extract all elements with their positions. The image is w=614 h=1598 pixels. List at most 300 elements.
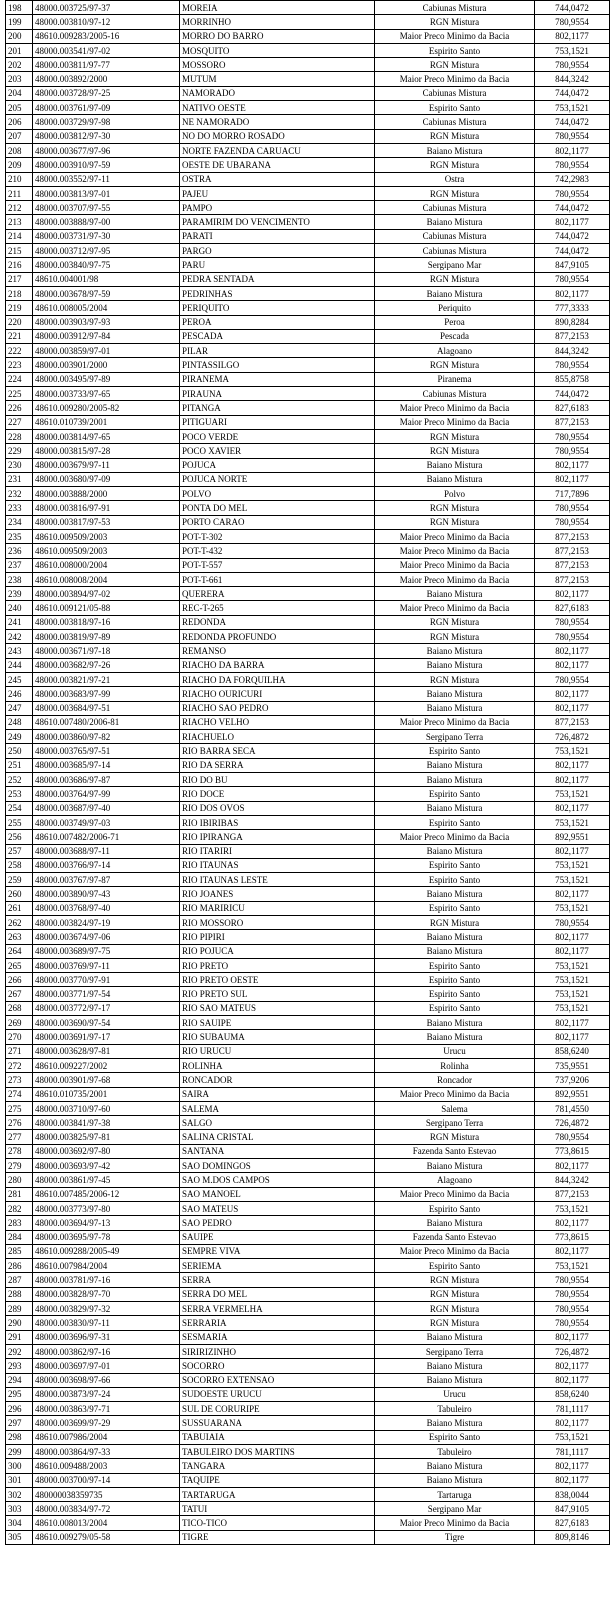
process-number-cell: 48000.003769/97-11 bbox=[33, 958, 180, 972]
row-number-cell: 218 bbox=[6, 286, 33, 300]
minimum-price-cell: 877,2153 bbox=[535, 415, 610, 429]
minimum-price-cell: 780,9554 bbox=[535, 672, 610, 686]
process-number-cell: 48000.003685/97-14 bbox=[33, 758, 180, 772]
process-number-cell: 48610.007986/2004 bbox=[33, 1430, 180, 1444]
field-name-cell: TABUIAIA bbox=[180, 1430, 375, 1444]
minimum-price-cell: 717,7896 bbox=[535, 487, 610, 501]
reference-oil-cell: Baiano Mistura bbox=[375, 758, 535, 772]
minimum-price-cell: 802,1177 bbox=[535, 887, 610, 901]
field-name-cell: RIO JOANES bbox=[180, 887, 375, 901]
row-number-cell: 240 bbox=[6, 601, 33, 615]
field-name-cell: NORTE FAZENDA CARUACU bbox=[180, 143, 375, 157]
row-number-cell: 263 bbox=[6, 930, 33, 944]
process-number-cell: 48000.003696/97-31 bbox=[33, 1330, 180, 1344]
row-number-cell: 299 bbox=[6, 1444, 33, 1458]
table-row bbox=[6, 29, 610, 43]
row-number-cell: 293 bbox=[6, 1359, 33, 1373]
minimum-price-cell: 773,8615 bbox=[535, 1144, 610, 1158]
table-row bbox=[6, 1130, 610, 1144]
process-number-cell: 48000.003628/97-81 bbox=[33, 1044, 180, 1058]
minimum-price-cell: 753,1521 bbox=[535, 43, 610, 57]
table-row bbox=[6, 58, 610, 72]
table-row bbox=[6, 644, 610, 658]
reference-oil-cell: Baiano Mistura bbox=[375, 944, 535, 958]
process-number-cell: 48000.003697/97-01 bbox=[33, 1359, 180, 1373]
row-number-cell: 235 bbox=[6, 529, 33, 543]
minimum-price-cell: 726,4872 bbox=[535, 1116, 610, 1130]
reference-oil-cell: Espirito Santo bbox=[375, 787, 535, 801]
minimum-price-cell: 802,1177 bbox=[535, 944, 610, 958]
process-number-cell: 48000.003767/97-87 bbox=[33, 873, 180, 887]
row-number-cell: 304 bbox=[6, 1516, 33, 1530]
process-number-cell: 48000.003910/97-59 bbox=[33, 158, 180, 172]
field-name-cell: TARTARUGA bbox=[180, 1487, 375, 1501]
reference-oil-cell: Roncador bbox=[375, 1073, 535, 1087]
reference-oil-cell: Baiano Mistura bbox=[375, 687, 535, 701]
row-number-cell: 259 bbox=[6, 873, 33, 887]
reference-oil-cell: Maior Preco Minimo da Bacia bbox=[375, 1516, 535, 1530]
row-number-cell: 262 bbox=[6, 916, 33, 930]
minimum-price-cell: 802,1177 bbox=[535, 587, 610, 601]
table-row bbox=[6, 15, 610, 29]
table-row bbox=[6, 215, 610, 229]
process-number-cell: 48000.003700/97-14 bbox=[33, 1473, 180, 1487]
row-number-cell: 220 bbox=[6, 315, 33, 329]
minimum-price-cell: 892,9551 bbox=[535, 1087, 610, 1101]
minimum-price-cell: 744,0472 bbox=[535, 387, 610, 401]
field-name-cell: REDONDA PROFUNDO bbox=[180, 630, 375, 644]
row-number-cell: 277 bbox=[6, 1130, 33, 1144]
row-number-cell: 303 bbox=[6, 1502, 33, 1516]
table-row bbox=[6, 258, 610, 272]
field-name-cell: PARU bbox=[180, 258, 375, 272]
table-row bbox=[6, 387, 610, 401]
field-price-table bbox=[5, 0, 610, 1545]
field-name-cell: TABULEIRO DOS MARTINS bbox=[180, 1444, 375, 1458]
row-number-cell: 246 bbox=[6, 687, 33, 701]
process-number-cell: 48000.003814/97-65 bbox=[33, 429, 180, 443]
table-row bbox=[6, 1316, 610, 1330]
field-name-cell: PIRANEMA bbox=[180, 372, 375, 386]
reference-oil-cell: Espirito Santo bbox=[375, 958, 535, 972]
field-name-cell: PINTASSILGO bbox=[180, 358, 375, 372]
reference-oil-cell: Maior Preco Minimo da Bacia bbox=[375, 572, 535, 586]
reference-oil-cell: Espirito Santo bbox=[375, 43, 535, 57]
field-name-cell: RIO IPIRANGA bbox=[180, 830, 375, 844]
process-number-cell: 48000.003687/97-40 bbox=[33, 801, 180, 815]
minimum-price-cell: 844,3242 bbox=[535, 1173, 610, 1187]
reference-oil-cell: Maior Preco Minimo da Bacia bbox=[375, 558, 535, 572]
minimum-price-cell: 802,1177 bbox=[535, 1359, 610, 1373]
process-number-cell: 48000.003829/97-32 bbox=[33, 1302, 180, 1316]
process-number-cell: 48000.003841/97-38 bbox=[33, 1116, 180, 1130]
row-number-cell: 244 bbox=[6, 658, 33, 672]
reference-oil-cell: Baiano Mistura bbox=[375, 1373, 535, 1387]
minimum-price-cell: 780,9554 bbox=[535, 916, 610, 930]
reference-oil-cell: Maior Preco Minimo da Bacia bbox=[375, 715, 535, 729]
reference-oil-cell: RGN Mistura bbox=[375, 672, 535, 686]
table-row bbox=[6, 429, 610, 443]
field-name-cell: POT-T-432 bbox=[180, 544, 375, 558]
reference-oil-cell: Maior Preco Minimo da Bacia bbox=[375, 29, 535, 43]
reference-oil-cell: RGN Mistura bbox=[375, 186, 535, 200]
minimum-price-cell: 780,9554 bbox=[535, 501, 610, 515]
reference-oil-cell: Piranema bbox=[375, 372, 535, 386]
row-number-cell: 254 bbox=[6, 801, 33, 815]
table-row bbox=[6, 1030, 610, 1044]
reference-oil-cell: Baiano Mistura bbox=[375, 1016, 535, 1030]
field-name-cell: NE NAMORADO bbox=[180, 115, 375, 129]
reference-oil-cell: RGN Mistura bbox=[375, 1287, 535, 1301]
table-row bbox=[6, 1016, 610, 1030]
minimum-price-cell: 802,1177 bbox=[535, 143, 610, 157]
table-row bbox=[6, 1001, 610, 1015]
row-number-cell: 201 bbox=[6, 43, 33, 57]
process-number-cell: 48610.008013/2004 bbox=[33, 1516, 180, 1530]
process-number-cell: 48000.003766/97-14 bbox=[33, 858, 180, 872]
reference-oil-cell: Sergipano Mar bbox=[375, 258, 535, 272]
process-number-cell: 48000.003731/97-30 bbox=[33, 229, 180, 243]
process-number-cell: 48000.003712/97-95 bbox=[33, 244, 180, 258]
process-number-cell: 48610.009288/2005-49 bbox=[33, 1244, 180, 1258]
reference-oil-cell: RGN Mistura bbox=[375, 129, 535, 143]
process-number-cell: 48000.003771/97-54 bbox=[33, 987, 180, 1001]
row-number-cell: 276 bbox=[6, 1116, 33, 1130]
field-name-cell: RIO DO BU bbox=[180, 773, 375, 787]
reference-oil-cell: Maior Preco Minimo da Bacia bbox=[375, 72, 535, 86]
process-number-cell: 48000.003834/97-72 bbox=[33, 1502, 180, 1516]
reference-oil-cell: Baiano Mistura bbox=[375, 472, 535, 486]
process-number-cell: 48000.003888/2000 bbox=[33, 487, 180, 501]
table-row bbox=[6, 415, 610, 429]
row-number-cell: 268 bbox=[6, 1001, 33, 1015]
row-number-cell: 302 bbox=[6, 1487, 33, 1501]
table-row bbox=[6, 672, 610, 686]
field-name-cell: MOSSORO bbox=[180, 58, 375, 72]
field-name-cell: SERRA DO MEL bbox=[180, 1287, 375, 1301]
field-name-cell: PITANGA bbox=[180, 401, 375, 415]
table-row bbox=[6, 1273, 610, 1287]
field-name-cell: PAJEU bbox=[180, 186, 375, 200]
row-number-cell: 204 bbox=[6, 86, 33, 100]
process-number-cell: 48610.007480/2006-81 bbox=[33, 715, 180, 729]
process-number-cell: 48610.008008/2004 bbox=[33, 572, 180, 586]
table-row bbox=[6, 1144, 610, 1158]
table-row bbox=[6, 1359, 610, 1373]
table-row bbox=[6, 630, 610, 644]
reference-oil-cell: Cabiunas Mistura bbox=[375, 387, 535, 401]
reference-oil-cell: Baiano Mistura bbox=[375, 801, 535, 815]
row-number-cell: 245 bbox=[6, 672, 33, 686]
table-row bbox=[6, 815, 610, 829]
field-name-cell: SERRARIA bbox=[180, 1316, 375, 1330]
minimum-price-cell: 802,1177 bbox=[535, 286, 610, 300]
table-row bbox=[6, 1459, 610, 1473]
reference-oil-cell: Tabuleiro bbox=[375, 1444, 535, 1458]
minimum-price-cell: 802,1177 bbox=[535, 1330, 610, 1344]
table-row bbox=[6, 1387, 610, 1401]
reference-oil-cell: Baiano Mistura bbox=[375, 658, 535, 672]
reference-oil-cell: RGN Mistura bbox=[375, 1302, 535, 1316]
process-number-cell: 48610.009509/2003 bbox=[33, 544, 180, 558]
field-name-cell: RIO DOS OVOS bbox=[180, 801, 375, 815]
row-number-cell: 270 bbox=[6, 1030, 33, 1044]
table-row bbox=[6, 344, 610, 358]
row-number-cell: 236 bbox=[6, 544, 33, 558]
reference-oil-cell: Espirito Santo bbox=[375, 973, 535, 987]
row-number-cell: 238 bbox=[6, 572, 33, 586]
minimum-price-cell: 877,2153 bbox=[535, 572, 610, 586]
row-number-cell: 229 bbox=[6, 444, 33, 458]
minimum-price-cell: 827,6183 bbox=[535, 1516, 610, 1530]
process-number-cell: 48000.003689/97-75 bbox=[33, 944, 180, 958]
process-number-cell: 48000.003770/97-91 bbox=[33, 973, 180, 987]
minimum-price-cell: 802,1177 bbox=[535, 930, 610, 944]
field-name-cell: POJUCA NORTE bbox=[180, 472, 375, 486]
process-number-cell: 48000.003710/97-60 bbox=[33, 1101, 180, 1115]
process-number-cell: 48000.003690/97-54 bbox=[33, 1016, 180, 1030]
field-name-cell: RIO SAO MATEUS bbox=[180, 1001, 375, 1015]
process-number-cell: 48000.003859/97-01 bbox=[33, 344, 180, 358]
row-number-cell: 261 bbox=[6, 901, 33, 915]
table-row bbox=[6, 186, 610, 200]
minimum-price-cell: 877,2153 bbox=[535, 329, 610, 343]
reference-oil-cell: Baiano Mistura bbox=[375, 1359, 535, 1373]
process-number-cell: 48000.003810/97-12 bbox=[33, 15, 180, 29]
row-number-cell: 211 bbox=[6, 186, 33, 200]
reference-oil-cell: Maior Preco Minimo da Bacia bbox=[375, 830, 535, 844]
minimum-price-cell: 802,1177 bbox=[535, 1459, 610, 1473]
minimum-price-cell: 780,9554 bbox=[535, 15, 610, 29]
process-number-cell: 48610.008005/2004 bbox=[33, 301, 180, 315]
field-name-cell: RIO PRETO OESTE bbox=[180, 973, 375, 987]
minimum-price-cell: 780,9554 bbox=[535, 1316, 610, 1330]
minimum-price-cell: 802,1177 bbox=[535, 1159, 610, 1173]
table-row bbox=[6, 844, 610, 858]
row-number-cell: 230 bbox=[6, 458, 33, 472]
row-number-cell: 289 bbox=[6, 1302, 33, 1316]
table-row bbox=[6, 143, 610, 157]
minimum-price-cell: 753,1521 bbox=[535, 858, 610, 872]
field-name-cell: POLVO bbox=[180, 487, 375, 501]
reference-oil-cell: Polvo bbox=[375, 487, 535, 501]
field-name-cell: QUERERA bbox=[180, 587, 375, 601]
row-number-cell: 248 bbox=[6, 715, 33, 729]
table-row bbox=[6, 1402, 610, 1416]
table-row bbox=[6, 1044, 610, 1058]
row-number-cell: 208 bbox=[6, 143, 33, 157]
process-number-cell: 480000038359735 bbox=[33, 1487, 180, 1501]
table-row bbox=[6, 86, 610, 100]
process-number-cell: 48610.007485/2006-12 bbox=[33, 1187, 180, 1201]
minimum-price-cell: 753,1521 bbox=[535, 1430, 610, 1444]
minimum-price-cell: 838,0044 bbox=[535, 1487, 610, 1501]
field-name-cell: PARAMIRIM DO VENCIMENTO bbox=[180, 215, 375, 229]
reference-oil-cell: Fazenda Santo Estevao bbox=[375, 1144, 535, 1158]
table-row bbox=[6, 244, 610, 258]
reference-oil-cell: Baiano Mistura bbox=[375, 458, 535, 472]
field-name-cell: RIO URUCU bbox=[180, 1044, 375, 1058]
table-row bbox=[6, 715, 610, 729]
field-name-cell: REMANSO bbox=[180, 644, 375, 658]
field-name-cell: SANTANA bbox=[180, 1144, 375, 1158]
field-name-cell: RIO BARRA SECA bbox=[180, 744, 375, 758]
field-name-cell: TATUI bbox=[180, 1502, 375, 1516]
minimum-price-cell: 802,1177 bbox=[535, 773, 610, 787]
row-number-cell: 243 bbox=[6, 644, 33, 658]
field-name-cell: SAIRA bbox=[180, 1087, 375, 1101]
row-number-cell: 285 bbox=[6, 1244, 33, 1258]
table-row bbox=[6, 201, 610, 215]
process-number-cell: 48000.003764/97-99 bbox=[33, 787, 180, 801]
table-row bbox=[6, 701, 610, 715]
field-name-cell: SALGO bbox=[180, 1116, 375, 1130]
field-name-cell: PARATI bbox=[180, 229, 375, 243]
reference-oil-cell: Baiano Mistura bbox=[375, 1216, 535, 1230]
field-name-cell: MORRO DO BARRO bbox=[180, 29, 375, 43]
row-number-cell: 199 bbox=[6, 15, 33, 29]
reference-oil-cell: Cabiunas Mistura bbox=[375, 201, 535, 215]
table-row bbox=[6, 887, 610, 901]
reference-oil-cell: Espirito Santo bbox=[375, 1201, 535, 1215]
table-row bbox=[6, 315, 610, 329]
process-number-cell: 48000.003816/97-91 bbox=[33, 501, 180, 515]
table-row bbox=[6, 987, 610, 1001]
field-name-cell: RIO IBIRIBAS bbox=[180, 815, 375, 829]
process-number-cell: 48000.003683/97-99 bbox=[33, 687, 180, 701]
field-name-cell: SALINA CRISTAL bbox=[180, 1130, 375, 1144]
minimum-price-cell: 809,8146 bbox=[535, 1530, 610, 1544]
table-row bbox=[6, 115, 610, 129]
reference-oil-cell: Maior Preco Minimo da Bacia bbox=[375, 1244, 535, 1258]
minimum-price-cell: 847,9105 bbox=[535, 1502, 610, 1516]
reference-oil-cell: Baiano Mistura bbox=[375, 844, 535, 858]
table-row bbox=[6, 1344, 610, 1358]
process-number-cell: 48000.003819/97-89 bbox=[33, 630, 180, 644]
process-number-cell: 48610.009280/2005-82 bbox=[33, 401, 180, 415]
minimum-price-cell: 802,1177 bbox=[535, 1473, 610, 1487]
row-number-cell: 217 bbox=[6, 272, 33, 286]
field-name-cell: SUL DE CORURIPE bbox=[180, 1402, 375, 1416]
row-number-cell: 282 bbox=[6, 1201, 33, 1215]
table-row bbox=[6, 1502, 610, 1516]
field-name-cell: RIO DA SERRA bbox=[180, 758, 375, 772]
table-row bbox=[6, 830, 610, 844]
field-name-cell: NATIVO OESTE bbox=[180, 101, 375, 115]
field-name-cell: SIRIRIZINHO bbox=[180, 1344, 375, 1358]
table-row bbox=[6, 158, 610, 172]
table-row bbox=[6, 787, 610, 801]
process-number-cell: 48000.003824/97-19 bbox=[33, 916, 180, 930]
reference-oil-cell: Alagoano bbox=[375, 1173, 535, 1187]
field-name-cell: TICO-TICO bbox=[180, 1516, 375, 1530]
field-name-cell: RIO SUBAUMA bbox=[180, 1030, 375, 1044]
field-name-cell: PERIQUITO bbox=[180, 301, 375, 315]
reference-oil-cell: RGN Mistura bbox=[375, 1316, 535, 1330]
reference-oil-cell: Peroa bbox=[375, 315, 535, 329]
table-row bbox=[6, 72, 610, 86]
field-name-cell: MORRINHO bbox=[180, 15, 375, 29]
minimum-price-cell: 892,9551 bbox=[535, 830, 610, 844]
minimum-price-cell: 753,1521 bbox=[535, 973, 610, 987]
row-number-cell: 305 bbox=[6, 1530, 33, 1544]
row-number-cell: 297 bbox=[6, 1416, 33, 1430]
reference-oil-cell: Espirito Santo bbox=[375, 873, 535, 887]
row-number-cell: 300 bbox=[6, 1459, 33, 1473]
row-number-cell: 255 bbox=[6, 815, 33, 829]
row-number-cell: 232 bbox=[6, 487, 33, 501]
row-number-cell: 210 bbox=[6, 172, 33, 186]
reference-oil-cell: Baiano Mistura bbox=[375, 1416, 535, 1430]
reference-oil-cell: Baiano Mistura bbox=[375, 587, 535, 601]
table-row bbox=[6, 1330, 610, 1344]
field-name-cell: PEROA bbox=[180, 315, 375, 329]
row-number-cell: 286 bbox=[6, 1259, 33, 1273]
field-name-cell: SAO MANOEL bbox=[180, 1187, 375, 1201]
table-row bbox=[6, 358, 610, 372]
row-number-cell: 284 bbox=[6, 1230, 33, 1244]
field-name-cell: OESTE DE UBARANA bbox=[180, 158, 375, 172]
process-number-cell: 48000.003815/97-28 bbox=[33, 444, 180, 458]
process-number-cell: 48610.008000/2004 bbox=[33, 558, 180, 572]
row-number-cell: 283 bbox=[6, 1216, 33, 1230]
process-number-cell: 48000.003768/97-40 bbox=[33, 901, 180, 915]
table-row bbox=[6, 1430, 610, 1444]
table-row bbox=[6, 172, 610, 186]
row-number-cell: 256 bbox=[6, 830, 33, 844]
table-row bbox=[6, 1302, 610, 1316]
reference-oil-cell: Maior Preco Minimo da Bacia bbox=[375, 1187, 535, 1201]
process-number-cell: 48000.003694/97-13 bbox=[33, 1216, 180, 1230]
row-number-cell: 202 bbox=[6, 58, 33, 72]
reference-oil-cell: Periquito bbox=[375, 301, 535, 315]
table-row bbox=[6, 1187, 610, 1201]
reference-oil-cell: Urucu bbox=[375, 1044, 535, 1058]
row-number-cell: 260 bbox=[6, 887, 33, 901]
minimum-price-cell: 844,3242 bbox=[535, 72, 610, 86]
process-number-cell: 48000.003688/97-11 bbox=[33, 844, 180, 858]
process-number-cell: 48000.003495/97-89 bbox=[33, 372, 180, 386]
row-number-cell: 274 bbox=[6, 1087, 33, 1101]
row-number-cell: 279 bbox=[6, 1159, 33, 1173]
minimum-price-cell: 781,4550 bbox=[535, 1101, 610, 1115]
field-name-cell: RONCADOR bbox=[180, 1073, 375, 1087]
minimum-price-cell: 753,1521 bbox=[535, 987, 610, 1001]
minimum-price-cell: 753,1521 bbox=[535, 815, 610, 829]
minimum-price-cell: 858,6240 bbox=[535, 1044, 610, 1058]
reference-oil-cell: Espirito Santo bbox=[375, 815, 535, 829]
reference-oil-cell: RGN Mistura bbox=[375, 515, 535, 529]
row-number-cell: 224 bbox=[6, 372, 33, 386]
table-row bbox=[6, 758, 610, 772]
row-number-cell: 227 bbox=[6, 415, 33, 429]
reference-oil-cell: Maior Preco Minimo da Bacia bbox=[375, 601, 535, 615]
table-row bbox=[6, 286, 610, 300]
row-number-cell: 290 bbox=[6, 1316, 33, 1330]
reference-oil-cell: Fazenda Santo Estevao bbox=[375, 1230, 535, 1244]
field-name-cell: SAO MATEUS bbox=[180, 1201, 375, 1215]
process-number-cell: 48000.003901/2000 bbox=[33, 358, 180, 372]
process-number-cell: 48000.003873/97-24 bbox=[33, 1387, 180, 1401]
reference-oil-cell: RGN Mistura bbox=[375, 916, 535, 930]
row-number-cell: 294 bbox=[6, 1373, 33, 1387]
minimum-price-cell: 780,9554 bbox=[535, 1287, 610, 1301]
field-name-cell: RIO DOCE bbox=[180, 787, 375, 801]
table-row bbox=[6, 1244, 610, 1258]
field-name-cell: MUTUM bbox=[180, 72, 375, 86]
field-name-cell: SUDOESTE URUCU bbox=[180, 1387, 375, 1401]
process-number-cell: 48000.003813/97-01 bbox=[33, 186, 180, 200]
